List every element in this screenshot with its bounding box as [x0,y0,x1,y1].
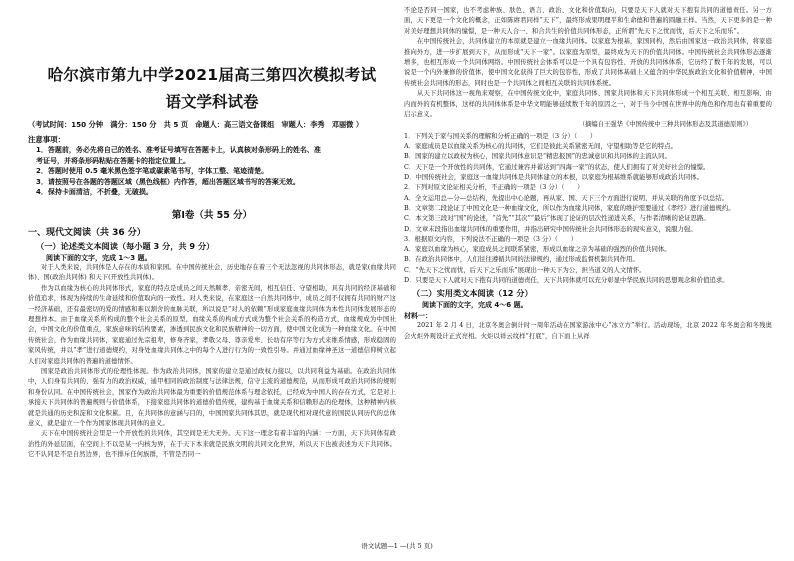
question-option: D．中国传统社会，家庭这一血缘共同体是共同体建立的本根，以家庭为根基维系就能够形成政治共同体。 [404,173,704,182]
question-option: C．“先天下之忧而忧，后天下之乐而乐”展现出一种天下为公，担当道义的人文情怀。 [404,265,646,274]
passage-paragraph: 国家是政治共同体形式的伦理性体现。作为政治共同体，国家的建立是通过政权力接以，以共同利益为基础。在政治共同体中，人们身有共同的、强有力的政治权威，通甲相同的政治制度与法律法规，信守主流的道德规范，从而形成可政治共同体的规则和身份认同。在中国传统社会，国家作为政治共同体最为重要的价值规范体系与理念依托，已经成为中国人的存在方式，它是对上承接天下共同体的普遍规则与价值体系，下接家庭共同体的道德价值传统，建构基于血缘关系和信赖形态的伦理体，这种精神内核就是共通的历史积淀和文化积累。且，在共同体的意涵与目的，中国国家共同体其思，就是现代相对现代意的国民认同历代的总体意义，就是建立一个作为国家体现共同体的意义。 [28,368,396,428]
question-option: B．在政治共同体中，人们往往遵循共同的法律规约，通过形成监督机制共同作用。 [404,255,639,264]
question-option: A．全文运用总—分—总结构，先提出中心论题，再从家、国、天下三个方面进行说明，并从关联的角度予以总结。 [404,193,729,202]
question-stem: 2．下列对原文论证相关分析，不正确的一项是（3 分）（ ） [404,183,584,192]
notes-heading: 注意事项： [28,135,65,144]
question-option: A．家庭成员是以血缘关系为核心的共同体，它们是彼此关系紧密无间，守望相助等是它的特点。 [404,142,678,151]
note-item: 2．答题时使用 0.5 毫米黑色签字笔或碳素笔书写，字体工整、笔迹清楚。 [36,167,269,176]
part-title: 第Ⅰ卷（共 55 分） [171,209,253,221]
page-footer: 语文试题—1 —(共 5 页) [361,542,433,550]
passage-paragraph: 在中国传统社会，共同体建立的本原就是建立一血缘共同体。以家庭为根基，家国同构，然后由国家这一政治共同体，将家庭推向外方，进一步扩展到天下，从而形成“天下一家”。以家庭为原型，最终成为天下的价值共同体。中国传统社会共同体形态逐渐增多，也相互形成一个共同体网络。中国传统社会体系可以是一个具有包容性、开放的共同体体系，它历经了数千年的发展，可以说是一个内外兼修的价值体，使中国文化获得了巨大的包容性，形成了共同体基础上又蕴含的中华民族政治文化和价值精神，中国传统社会共同体的形态，同时也是一个共同体之间相互关联的共同体系统。 [404,38,772,87]
passage-paragraph: 不论是否同一国家，也不考虑种族、肤色、语言、政治、文化和价值取向，只要是天下人就对天下抱有共同的道德责任。另一方面，天下更是一个文化的概念，正如陈赓君同样“天下”，最终形成果明理平和生命德和普遍的圆融王样。当然，天下更多的是一种对美好理想共同体的憧憬，是一种天人合一、和合共生的价值共同体形态，正所谓“先天下之忧而忧，后天下之乐而乐”。 [404,7,772,35]
note-item: 4．保持卡面清洁，不折叠，无破损。 [36,188,153,197]
question-option: B．文章第二段论证了中国文化是一种血缘文化，所以作为血缘共同体，家庭的维护需要通过《孝经》进行道德规约。 [404,203,735,212]
question-stem: 3．根据原文内容，下列说法不正确的一项是（3 分）（ ） [404,234,578,243]
material-paragraph: 2021 年 2 月 4 日，北京冬奥会倒计时一周年活动在国家游泳中心“冰立方”举行。活动现场，北京 2022 年冬奥会和冬残奥会火炬外观设计正式亮相。火炬以祥云纹样“打底”，自下而上从祥 [404,322,772,340]
note-item: 1．答题前，务必先将自己的姓名、准考证号填写在答题卡上，认真核对条形码上的姓名、准 [36,146,321,154]
question-option: B．国家的建立以政权为核心，国家共同体意识是“精忠报国”的忠诚意识和共同体的主流认同。 [404,152,671,161]
right-column [404,6,772,342]
question-option: C．本文第三段对“国”的论述，“首先”“其次”“最后”体现了论证的层次性递进关系，与作者清晰的论证思路。 [404,214,710,223]
exam-subtitle: 语文学科试卷 [165,93,259,111]
subsection-title: （二）实用类文本阅读（12 分） [412,288,533,299]
left-column [28,0,396,461]
note-item: 3．请按照号在各题的答题区域（黑色线框）内作答，超出答题区域书写的答案无效。 [36,177,300,186]
question-option: D．只要是天下人就对天下抱有共同的道德责任，天下共同体就可以充分彰显中华民族共同的思想观念和价值追求。 [404,276,729,285]
passage-paragraph: 从天下共同体这一视角来观察，在中国传统文化中，家庭共同体、国家共同体和天下共同体形成一个相互关联、相互影响、由内而外的有机整体，这样的共同体体系是中华文明能够延续数千年的原因之一，对于当今中国在世界中的角色和作用也有着重要的启示意义。 [404,90,772,119]
section-title: 一、现代文阅读（共 36 分） [28,227,146,238]
question-option: D．文章末段指出血缘共同体的重要作用，并指出研究中国传统社会共同体形态的现实意义，说服力强。 [404,224,697,233]
question-option: C．天下是一个开放性的共同体，它通过兼容并蓄达到“四海一家”的状态，使人们拥有了对美好社会的憧憬。 [404,162,710,171]
passage-paragraph: 对于人类来说，共同体是人存在的本质和家园。在中国传统社会，历史地存在着三个无法忽视的共同体形态，就是家(血缘共同体)、国(政治共同体) 和天下(开放性共同体)。 [28,263,396,282]
exam-title: 哈尔滨市第九中学2021届高三第四次模拟考试 [47,66,377,84]
passage-paragraph: 天下在中国传统社会里是一个开放性的共同体，其空间是无大无外。天下这一理念有着丰富的内涵：一方面，天下共同体有政治性的外延层面，在空间上不以是某一内核为界，在于天下本来就是民族文明的共同文化世界，所以天下也被表述为天下共同体。它不认同是不是自然边界，也不排斥任何族群，不管是否同一 [28,430,396,459]
passage-paragraph: 作为以血缘为核心的共同体形式，家庭的特点是成员之间天然顺孝、亲密无间，相互信任、守望相助，具有共同的经济基础和价值追求，体现为持续的生命延续和价值取向的一致性。对人类来说，在家庭这一自然共同体中，成员之间不仅拥有共同的财产这一经济基础，还有最密切的爱的情感和难以割舍的血脉关联，所以说是“对人的依赖”形成家庭血缘共同体为本性共同体发展形态的理想样本。由于血缘关系所构成的整个社会关系的原型，血缘关系的构成方式成为整个社会关系的构造方式，血缘规成为中国社会，中国文化的价值重点，家族意味的结构要素，渗透到民族文化和民族精神的一切方面，使中国文化成为一种血缘文化。在中国传统社会，作为血缘共同体，家庭通过先宗祖辈，修身齐家，孝敬父母、尊亲爱卑、长幼有序等行为方式来维系情感，形成稳固的家风传统，并以“孝”进行道德规约，对身处血缘共同体之中的每个人进行行为的一致性引导。并通过血缘神圣这一道德信仰树立起人们对家庭共同体的普遍的道德情怀。 [28,284,396,365]
reading-instruction: 阅读下面的文字，完成 4～6 题。 [422,301,528,310]
question-option: A．家庭以血缘为核心，家庭成员之间联系紧密，形成以血缘之亲为基础的强烈的价值共同体。 [404,245,671,254]
question-stem: 1．下列关于家与国关系的理解和分析正确的一项是（3 分）（ ） [404,131,597,140]
material-label: 材料一： [404,312,432,321]
subsection-title: （一）论述类文本阅读（每小题 3 分，共 9 分） [36,240,215,251]
passage-source: （摘编自王强华《中国传统中三种共同体形态及其道德原则》） [578,121,752,129]
exam-info: （考试时间：150 分钟 满分：150 分 共 5 页 命题人：高三语文备课组 审题人：李秀 邓丽微 ） [28,120,364,129]
reading-instruction: 阅读下面的文字，完成 1～3 题。 [46,253,152,262]
note-item: 考证号，并将条形码粘贴在答题卡的指定位置上。 [36,156,190,165]
